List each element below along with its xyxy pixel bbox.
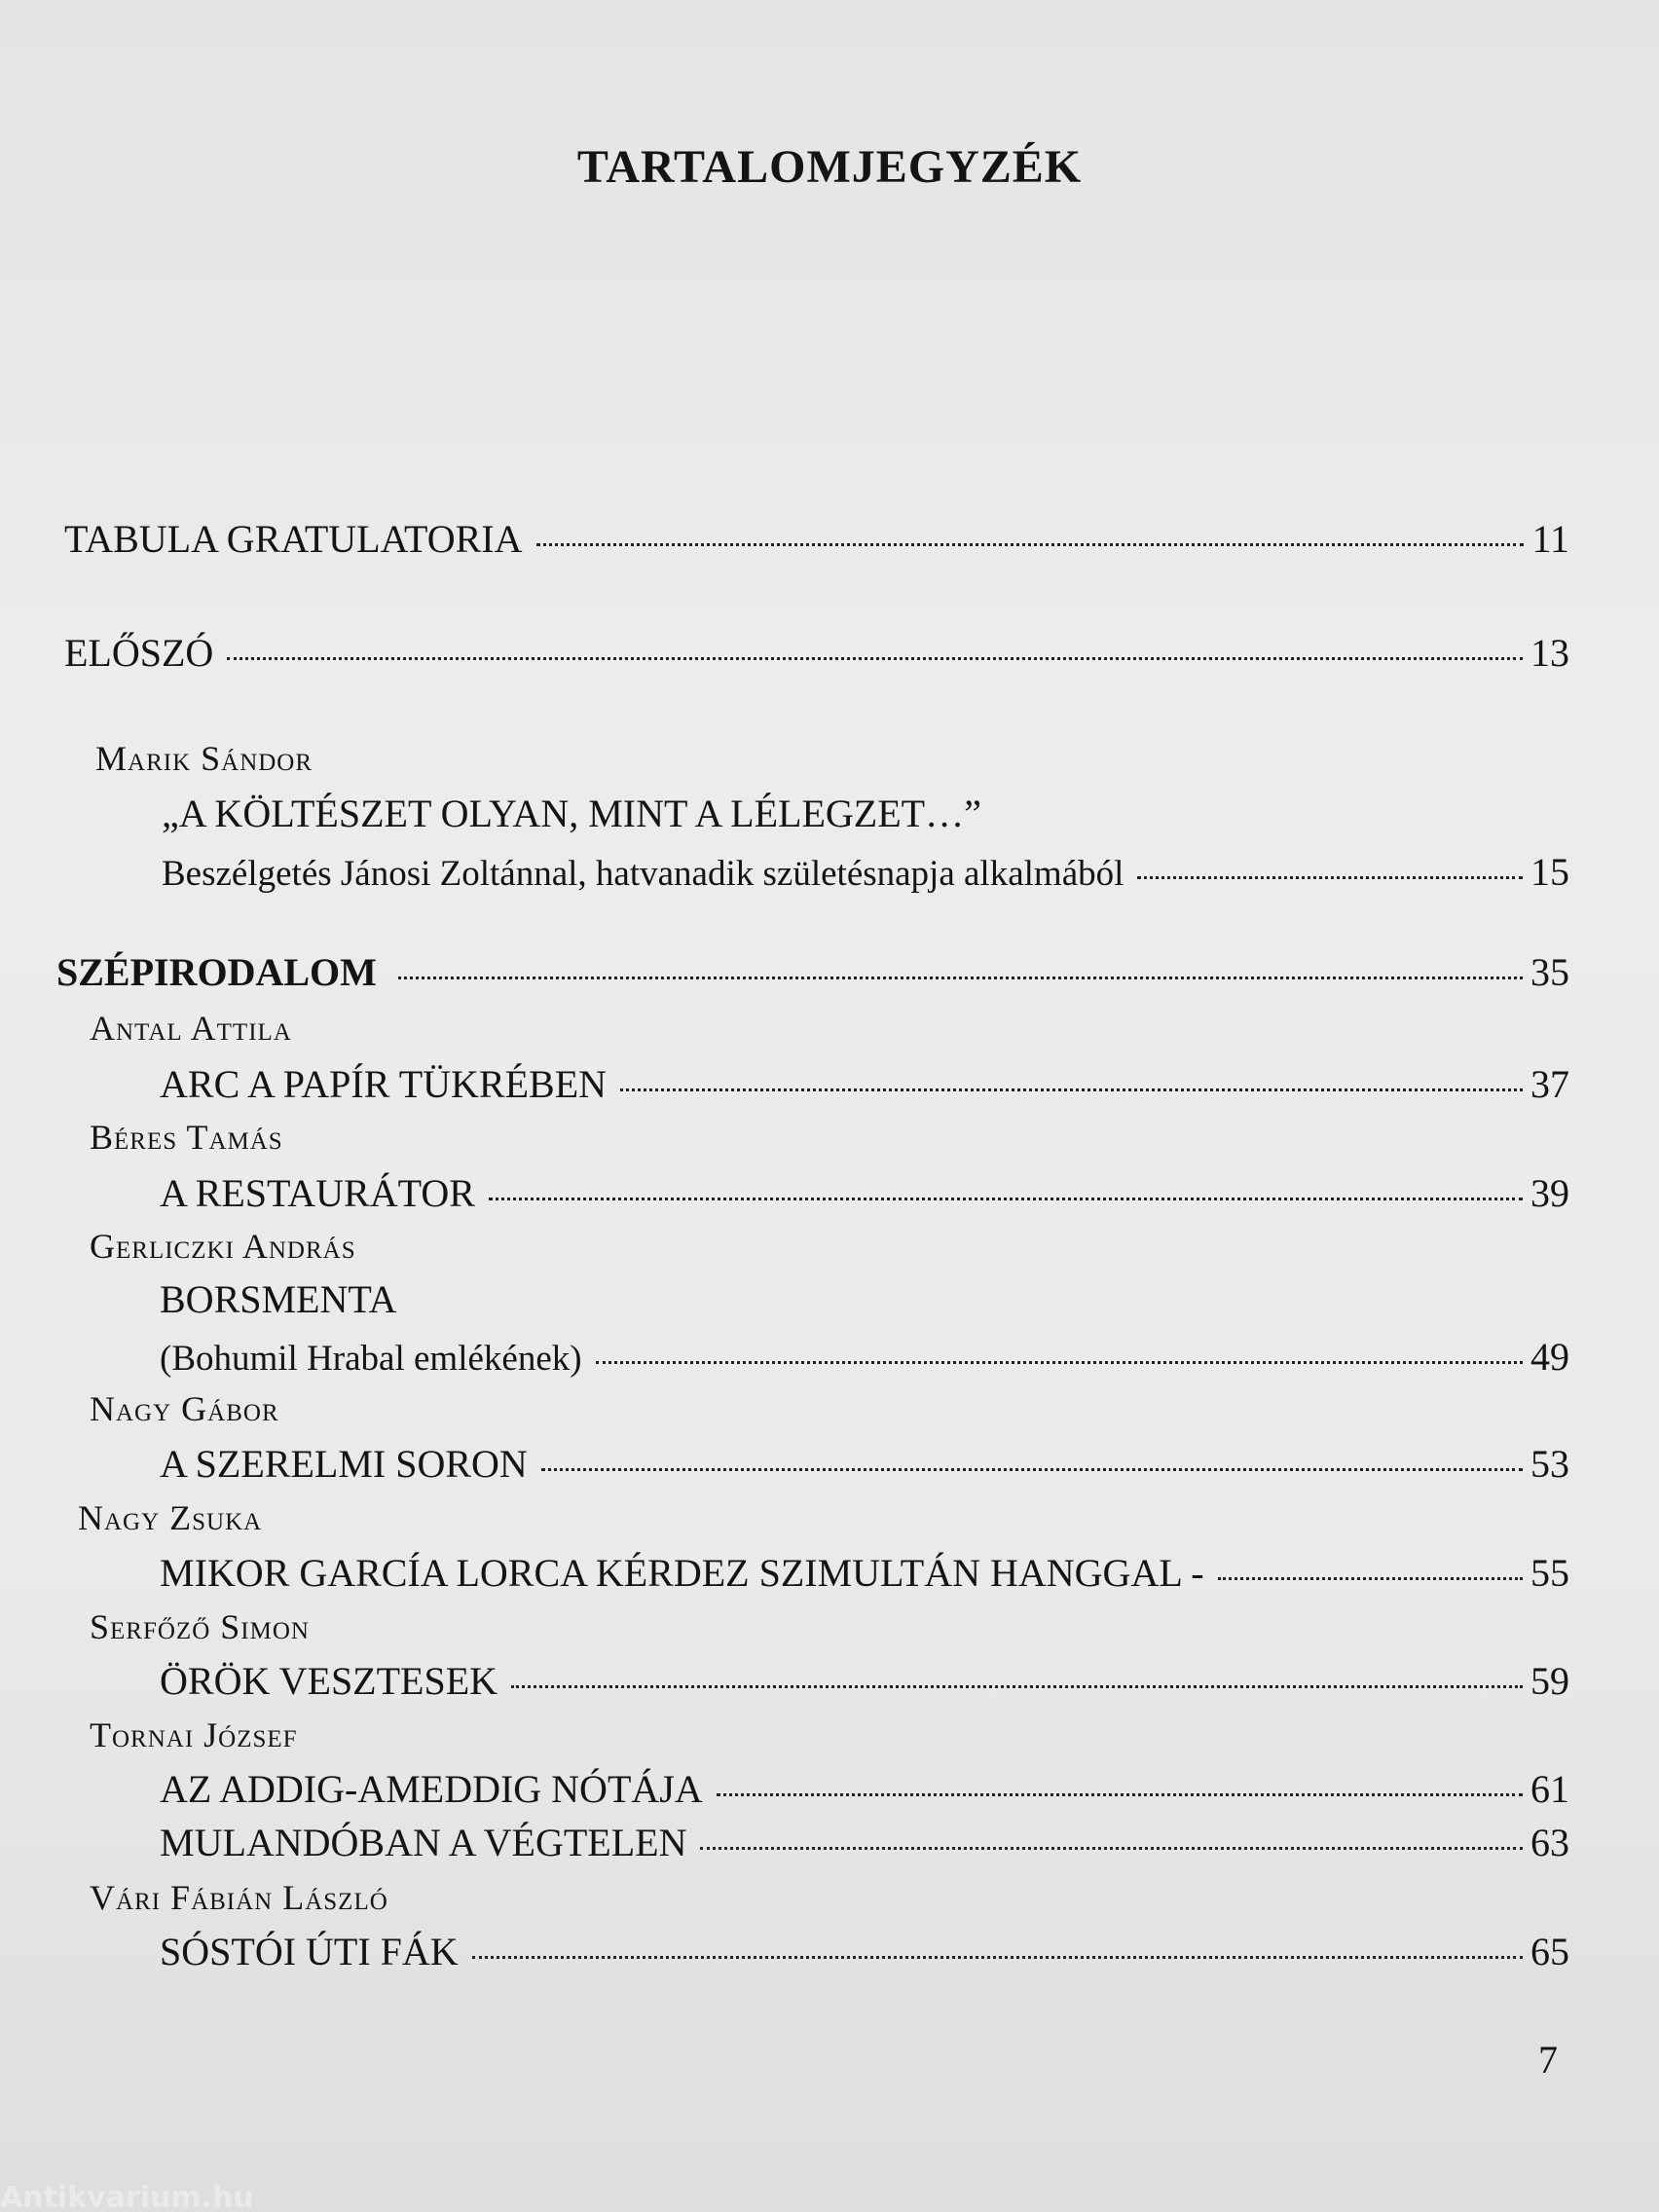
toc-entry-page: 59 bbox=[1530, 1659, 1569, 1703]
toc-entry-page: 65 bbox=[1530, 1930, 1569, 1973]
dot-leader bbox=[489, 1198, 1523, 1200]
toc-entry-tabula bbox=[64, 516, 1569, 562]
dot-leader bbox=[472, 1956, 1523, 1959]
toc-entry-title: SÓSTÓI ÚTI FÁK bbox=[160, 1930, 459, 1973]
toc-entry-title: TABULA GRATULATORIA bbox=[64, 517, 523, 561]
toc-entry-page: 53 bbox=[1530, 1442, 1569, 1486]
toc-entry-title: BORSMENTA bbox=[160, 1277, 397, 1321]
toc-entry-title: A RESTAURÁTOR bbox=[160, 1171, 475, 1215]
toc-entry-vari bbox=[160, 1929, 1569, 1974]
dot-leader bbox=[1218, 1577, 1523, 1580]
toc-entry-antal bbox=[160, 1061, 1569, 1107]
toc-entry-page: 35 bbox=[1530, 950, 1569, 994]
toc-entry-title: MIKOR GARCÍA LORCA KÉRDEZ SZIMULTÁN HANGGAL - bbox=[160, 1551, 1204, 1595]
toc-entry-tornai-2 bbox=[160, 1820, 1569, 1865]
toc-entry-gerliczki bbox=[160, 1334, 1569, 1380]
toc-entry-page: 13 bbox=[1530, 631, 1569, 675]
toc-entry-beres bbox=[160, 1170, 1569, 1216]
toc-entry-title: ELŐSZÓ bbox=[64, 631, 214, 675]
toc-entry-title: ÖRÖK VESZTESEK bbox=[160, 1659, 498, 1703]
dot-leader bbox=[227, 657, 1523, 660]
toc-entry-page: 49 bbox=[1530, 1335, 1569, 1379]
watermark: Antikvarium.hu bbox=[0, 2181, 254, 2212]
toc-author: Serfőző Simon bbox=[90, 1607, 310, 1646]
toc-entry-page: 11 bbox=[1531, 517, 1569, 561]
dot-leader bbox=[596, 1361, 1523, 1364]
toc-entry-title: MULANDÓBAN A VÉGTELEN bbox=[160, 1821, 687, 1864]
toc-author: Tornai József bbox=[90, 1715, 298, 1754]
page-number: 7 bbox=[1538, 2038, 1558, 2082]
toc-entry-page: 15 bbox=[1530, 850, 1569, 894]
toc-entry-serfozo bbox=[160, 1658, 1569, 1704]
dot-leader bbox=[1137, 876, 1523, 879]
toc-entry-tornai-1 bbox=[160, 1766, 1569, 1812]
toc-entry-page: 61 bbox=[1530, 1767, 1569, 1811]
toc-entry-page: 37 bbox=[1530, 1062, 1569, 1106]
toc-author: Antal Attila bbox=[90, 1009, 292, 1048]
toc-entry-title: A SZERELMI SORON bbox=[160, 1442, 528, 1486]
toc-entry-subtitle: Beszélgetés Jánosi Zoltánnal, hatvanadik születésnapja alkalmából bbox=[162, 854, 1124, 894]
toc-entry-nagyg bbox=[160, 1441, 1569, 1487]
toc-author: Nagy Gábor bbox=[90, 1389, 279, 1428]
dot-leader bbox=[398, 977, 1523, 979]
toc-entry-subtitle: (Bohumil Hrabal emlékének) bbox=[160, 1339, 582, 1379]
toc-entry-page: 39 bbox=[1530, 1171, 1569, 1215]
toc-author: Béres Tamás bbox=[90, 1118, 283, 1157]
toc-entry-nagyzs bbox=[160, 1550, 1569, 1596]
dot-leader bbox=[536, 543, 1525, 546]
toc-author: Nagy Zsuka bbox=[78, 1498, 263, 1537]
dot-leader bbox=[717, 1793, 1523, 1796]
toc-author: Marik Sándor bbox=[95, 739, 313, 778]
toc-entry-page: 63 bbox=[1530, 1821, 1569, 1864]
toc-author: Gerliczki András bbox=[90, 1227, 356, 1266]
dot-leader bbox=[541, 1468, 1523, 1471]
dot-leader bbox=[511, 1685, 1523, 1688]
toc-entry-title: „A KÖLTÉSZET OLYAN, MINT A LÉLEGZET…” bbox=[162, 792, 981, 835]
toc-entry-title: ARC A PAPÍR TÜKRÉBEN bbox=[160, 1062, 608, 1106]
page-title: TARTALOMJEGYZÉK bbox=[576, 141, 1083, 193]
dot-leader bbox=[620, 1088, 1523, 1091]
toc-entry-title: AZ ADDIG-AMEDDIG NÓTÁJA bbox=[160, 1767, 703, 1811]
toc-entry-page: 55 bbox=[1530, 1551, 1569, 1595]
toc-section-title: SZÉPIRODALOM bbox=[56, 950, 377, 994]
toc-entry-marik bbox=[162, 849, 1569, 895]
toc-author: Vári Fábián László bbox=[90, 1878, 388, 1917]
toc-section-szepirodalom bbox=[56, 949, 1569, 995]
dot-leader bbox=[700, 1847, 1523, 1850]
toc-entry-eloszo bbox=[64, 630, 1569, 676]
